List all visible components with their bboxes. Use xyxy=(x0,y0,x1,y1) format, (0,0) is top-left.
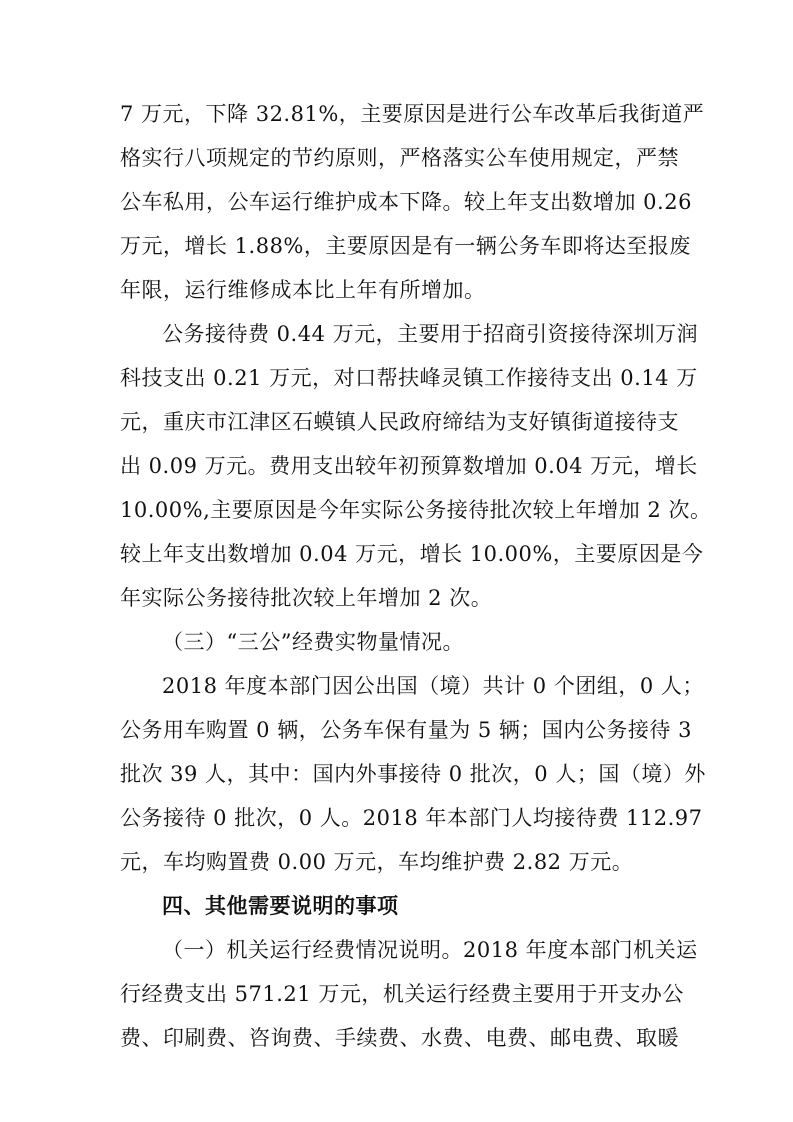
text-line: 万元，增长 1.88%，主要原因是有一辆公务车即将达至报废 xyxy=(120,234,691,258)
text-line: 较上年支出数增加 0.04 万元，增长 10.00%，主要原因是今 xyxy=(120,542,704,566)
text-line: 费、印刷费、咨询费、手续费、水费、电费、邮电费、取暖 xyxy=(120,1026,679,1050)
text-line: 2018 年度本部门因公出国（境）共计 0 个团组，0 人； xyxy=(162,674,704,698)
text-line: 公务接待 0 批次，0 人。2018 年本部门人均接待费 112.97 xyxy=(120,806,703,830)
subsection-heading: （三）“三公”经费实物量情况。 xyxy=(162,630,464,654)
text-line: 科技支出 0.21 万元，对口帮扶峰灵镇工作接待支出 0.14 万 xyxy=(120,366,698,390)
text-line: 元，车均购置费 0.00 万元，车均维护费 2.82 万元。 xyxy=(120,850,634,874)
section-heading: 四、其他需要说明的事项 xyxy=(162,894,399,918)
text-line: 公车私用，公车运行维护成本下降。较上年支出数增加 0.26 xyxy=(120,190,692,214)
text-line: （一）机关运行经费情况说明。2018 年度本部门机关运 xyxy=(162,938,698,962)
text-line: 公务接待费 0.44 万元，主要用于招商引资接待深圳万润 xyxy=(162,322,699,346)
text-line: 公务用车购置 0 辆，公务车保有量为 5 辆；国内公务接待 3 xyxy=(120,718,692,742)
text-line: 7 万元，下降 32.81%，主要原因是进行公车改革后我街道严 xyxy=(120,102,705,126)
text-line: 年实际公务接待批次较上年增加 2 次。 xyxy=(120,586,493,610)
text-line: 出 0.09 万元。费用支出较年初预算数增加 0.04 万元，增长 xyxy=(120,454,698,478)
text-line: 批次 39 人，其中：国内外事接待 0 批次，0 人；国（境）外 xyxy=(120,762,706,786)
text-line: 元，重庆市江津区石蟆镇人民政府缔结为支好镇街道接待支 xyxy=(120,410,679,434)
text-line: 年限，运行维修成本比上年有所增加。 xyxy=(120,278,486,302)
text-line: 格实行八项规定的节约原则，严格落实公车使用规定，严禁 xyxy=(120,146,679,170)
text-line: 10.00%,主要原因是今年实际公务接待批次较上年增加 2 次。 xyxy=(120,498,712,522)
text-line: 行经费支出 571.21 万元，机关运行经费主要用于开支办公 xyxy=(120,982,684,1006)
